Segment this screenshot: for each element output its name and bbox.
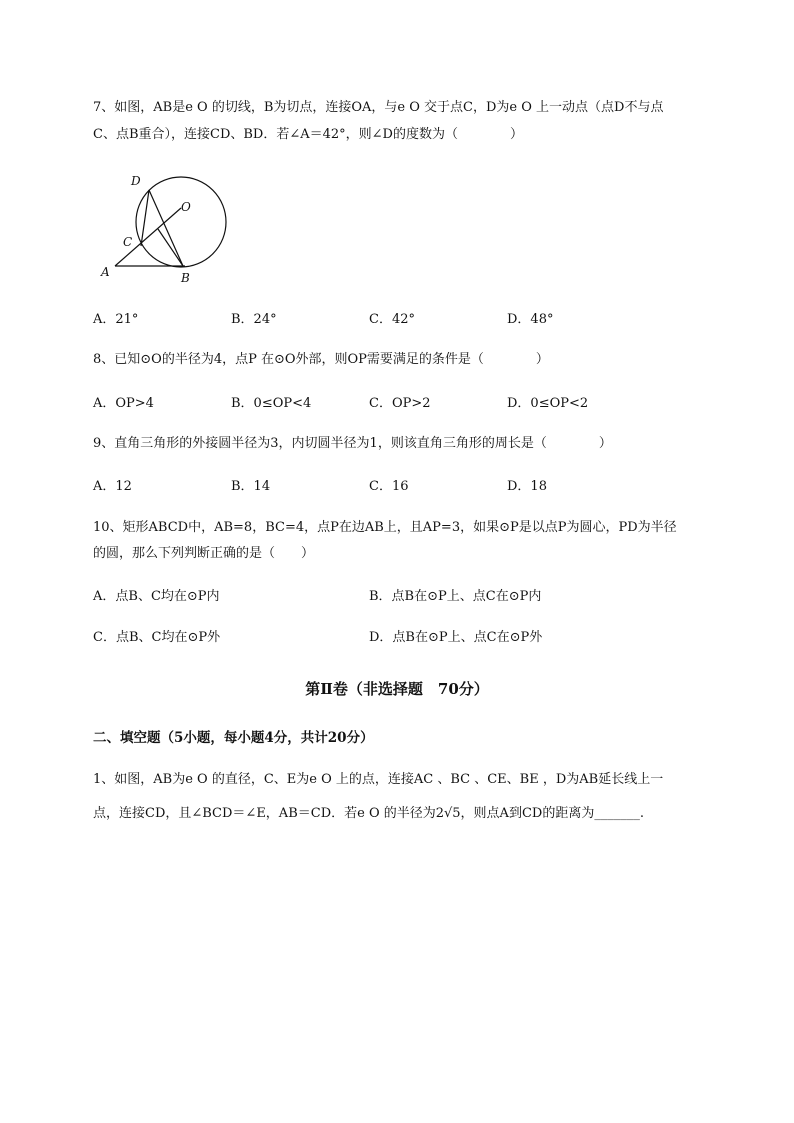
label-b: B (181, 271, 190, 285)
q7-option-b[interactable]: B．24° (231, 312, 277, 327)
segment-ob (158, 229, 183, 266)
q9-option-a[interactable]: A．12 (93, 479, 132, 494)
fill1-text-line-2: 点，连接CD，且∠BCD＝∠E，AB＝CD．若e O 的半径为2√5，则点A到CD的距离为_______. (93, 806, 644, 821)
fill1-text-line-1: 1、如图，AB为e O 的直径，C、E为e O 上的点，连接AC 、BC 、CE、BE ，D为AB延长线上一 (93, 772, 664, 787)
q8-option-c[interactable]: C．OP>2 (369, 396, 431, 411)
q7-option-d[interactable]: D．48° (507, 312, 554, 327)
q10-option-a[interactable]: A．点B、C均在⊙P内 (93, 589, 220, 604)
q9-text-line-1: 9、直角三角形的外接圆半径为3，内切圆半径为1，则该直角三角形的周长是（ ） (93, 436, 612, 451)
q9-option-c[interactable]: C．16 (369, 479, 409, 494)
q10-text-line-1: 10、矩形ABCD中，AB=8，BC=4，点P在边AB上，且AP=3，如果⊙P是以点P为圆心，PD为半径 (93, 520, 677, 535)
q10-option-c[interactable]: C．点B、C均在⊙P外 (93, 630, 221, 645)
q10-option-b[interactable]: B．点B在⊙P上、点C在⊙P内 (369, 589, 542, 604)
part-heading: 二、填空题（5小题，每小题4分，共计20分） (93, 730, 374, 746)
q7-option-a[interactable]: A．21° (93, 312, 139, 327)
q7-option-c[interactable]: C．42° (369, 312, 415, 327)
q8-option-d[interactable]: D．0≤OP<2 (507, 396, 589, 411)
label-c: C (123, 235, 133, 249)
q7-text-line-1: 7、如图，AB是e O 的切线，B为切点，连接OA，与e O 交于点C，D为e O 上一动点（点D不与点 (93, 100, 664, 115)
q7-text-line-2: C、点B重合），连接CD、BD．若∠A＝42°，则∠D的度数为（ ） (93, 127, 523, 142)
q10-option-d[interactable]: D．点B在⊙P上、点C在⊙P外 (369, 630, 543, 645)
section-title: 第Ⅱ卷（非选择题 70分） (305, 680, 489, 698)
q8-text-line-1: 8、已知⊙O的半径为4，点P 在⊙O外部，则OP需要满足的条件是（ ） (93, 352, 549, 367)
q10-text-line-2: 的圆，那么下列判断正确的是（ ） (93, 546, 315, 561)
label-a: A (101, 265, 110, 279)
q9-option-d[interactable]: D．18 (507, 479, 547, 494)
label-o: O (181, 200, 191, 214)
segment-db (149, 190, 183, 266)
q7-figure (95, 168, 245, 288)
label-d: D (131, 174, 141, 188)
q8-option-b[interactable]: B．0≤OP<4 (231, 396, 312, 411)
q8-option-a[interactable]: A．OP>4 (93, 396, 154, 411)
q9-option-b[interactable]: B．14 (231, 479, 271, 494)
